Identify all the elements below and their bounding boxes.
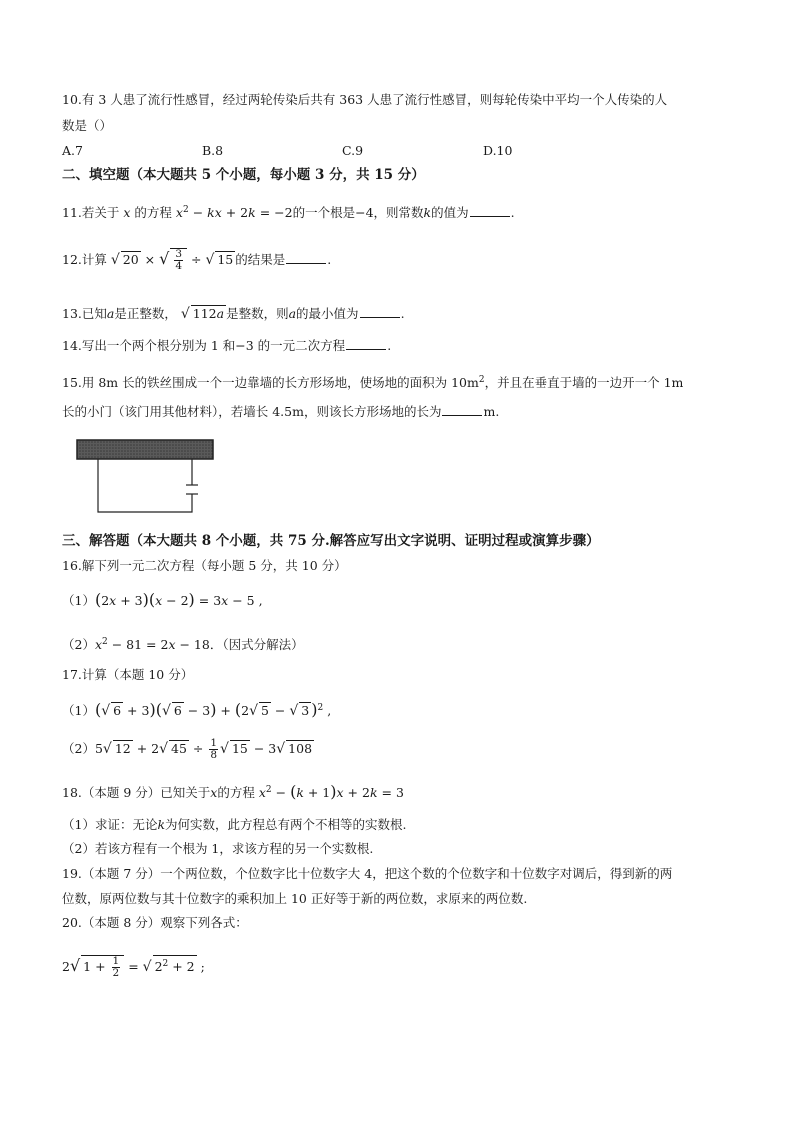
q10-option-b: B.8 xyxy=(202,143,224,158)
q15-figure xyxy=(76,438,216,518)
wall xyxy=(77,440,213,459)
q10-line1: 10.有 3 人患了流行性感冒，经过两轮传染后共有 363 人患了流行性感冒，则每轮传染中平均一个人传染的人 xyxy=(62,92,668,107)
q16-part1: （1）(2x + 3)(x − 2) = 3x − 5 , xyxy=(62,590,263,609)
q19-line2: 位数，原两位数与其十位数字的乘积加上 10 正好等于新的两位数，求原来的两位数. xyxy=(62,891,528,906)
q10-option-c: C.9 xyxy=(342,143,364,158)
q15-line1: 15.用 8m 长的铁丝围成一个一边靠墙的长方形场地，使场地的面积为 $10m^2$，并且在垂直于墙的一边开一个 1m xyxy=(62,375,684,391)
q18-title: 18.（本题 9 分）已知关于x的方程 $x^2 - (k + 1)x + 2k = 3$ xyxy=(62,782,404,802)
q10-line2: 数是（） xyxy=(62,118,113,133)
field-outline xyxy=(98,459,192,512)
q16-part2: $(2)x^2 - 81 = 2x - 18$．（因式分解法） xyxy=(62,637,304,653)
section-3-heading: 三、解答题（本大题共 8 个小题，共 75 分.解答应写出文字说明、证明过程或演算步骤） xyxy=(62,533,600,549)
q18-part1: （1）求证：无论k为何实数，此方程总有两个不相等的实数根. xyxy=(62,817,407,832)
q20-formula-1: 2√ 1 + $\frac{1}{2}$ = √ $2^2 + 2$ ; xyxy=(62,955,205,980)
q15-line2: 长的小门（该门用其他材料），若墙长 4.5m，则该长方形场地的长为 m. xyxy=(62,404,500,419)
q18-part2: （2）若该方程有一个根为 1，求该方程的另一个实数根. xyxy=(62,841,374,856)
q13: 13.已知a是正整数， √ 112a 是整数，则a的最小值为 . xyxy=(62,306,405,322)
q10-option-d: D.10 xyxy=(483,143,513,158)
q16-title: 16.解下列一元二次方程（每小题 5 分，共 10 分） xyxy=(62,558,347,573)
q12: 12.计算 √ 20 × √ $\frac{3}{4}$ ÷ √ 15 的结果是 . xyxy=(62,248,332,272)
q14: 14.写出一个两个根分别为 1 和−3 的一元二次方程 . xyxy=(62,338,392,353)
q19-line1: 19.（本题 7 分）一个两位数，个位数字比十位数字大 4，把这个数的个位数字和十位数字对调后，得到新的两 xyxy=(62,866,673,881)
q20-title: 20.（本题 8 分）观察下列各式： xyxy=(62,915,248,930)
q17-title: 17.计算（本题 10 分） xyxy=(62,667,194,682)
q10-option-a: A.7 xyxy=(62,143,83,158)
section-2-heading: 二、填空题（本大题共 5 个小题，每小题 3 分，共 15 分） xyxy=(62,167,425,183)
q17-part1: （1）(√ 6 + 3)(√ 6 − 3) + (2√ 5 − √ 3 )$^2$ , xyxy=(62,700,332,720)
q17-part2: （2）5√ 12 + 2√ 45 ÷ $\frac{1}{8}$ √ 15 − 3√ 108 xyxy=(62,737,313,761)
q11: 11.若关于 x 的方程 $x^2$ − kx + 2k = −2的一个根是−4，则常数k的值为 . xyxy=(62,205,515,221)
